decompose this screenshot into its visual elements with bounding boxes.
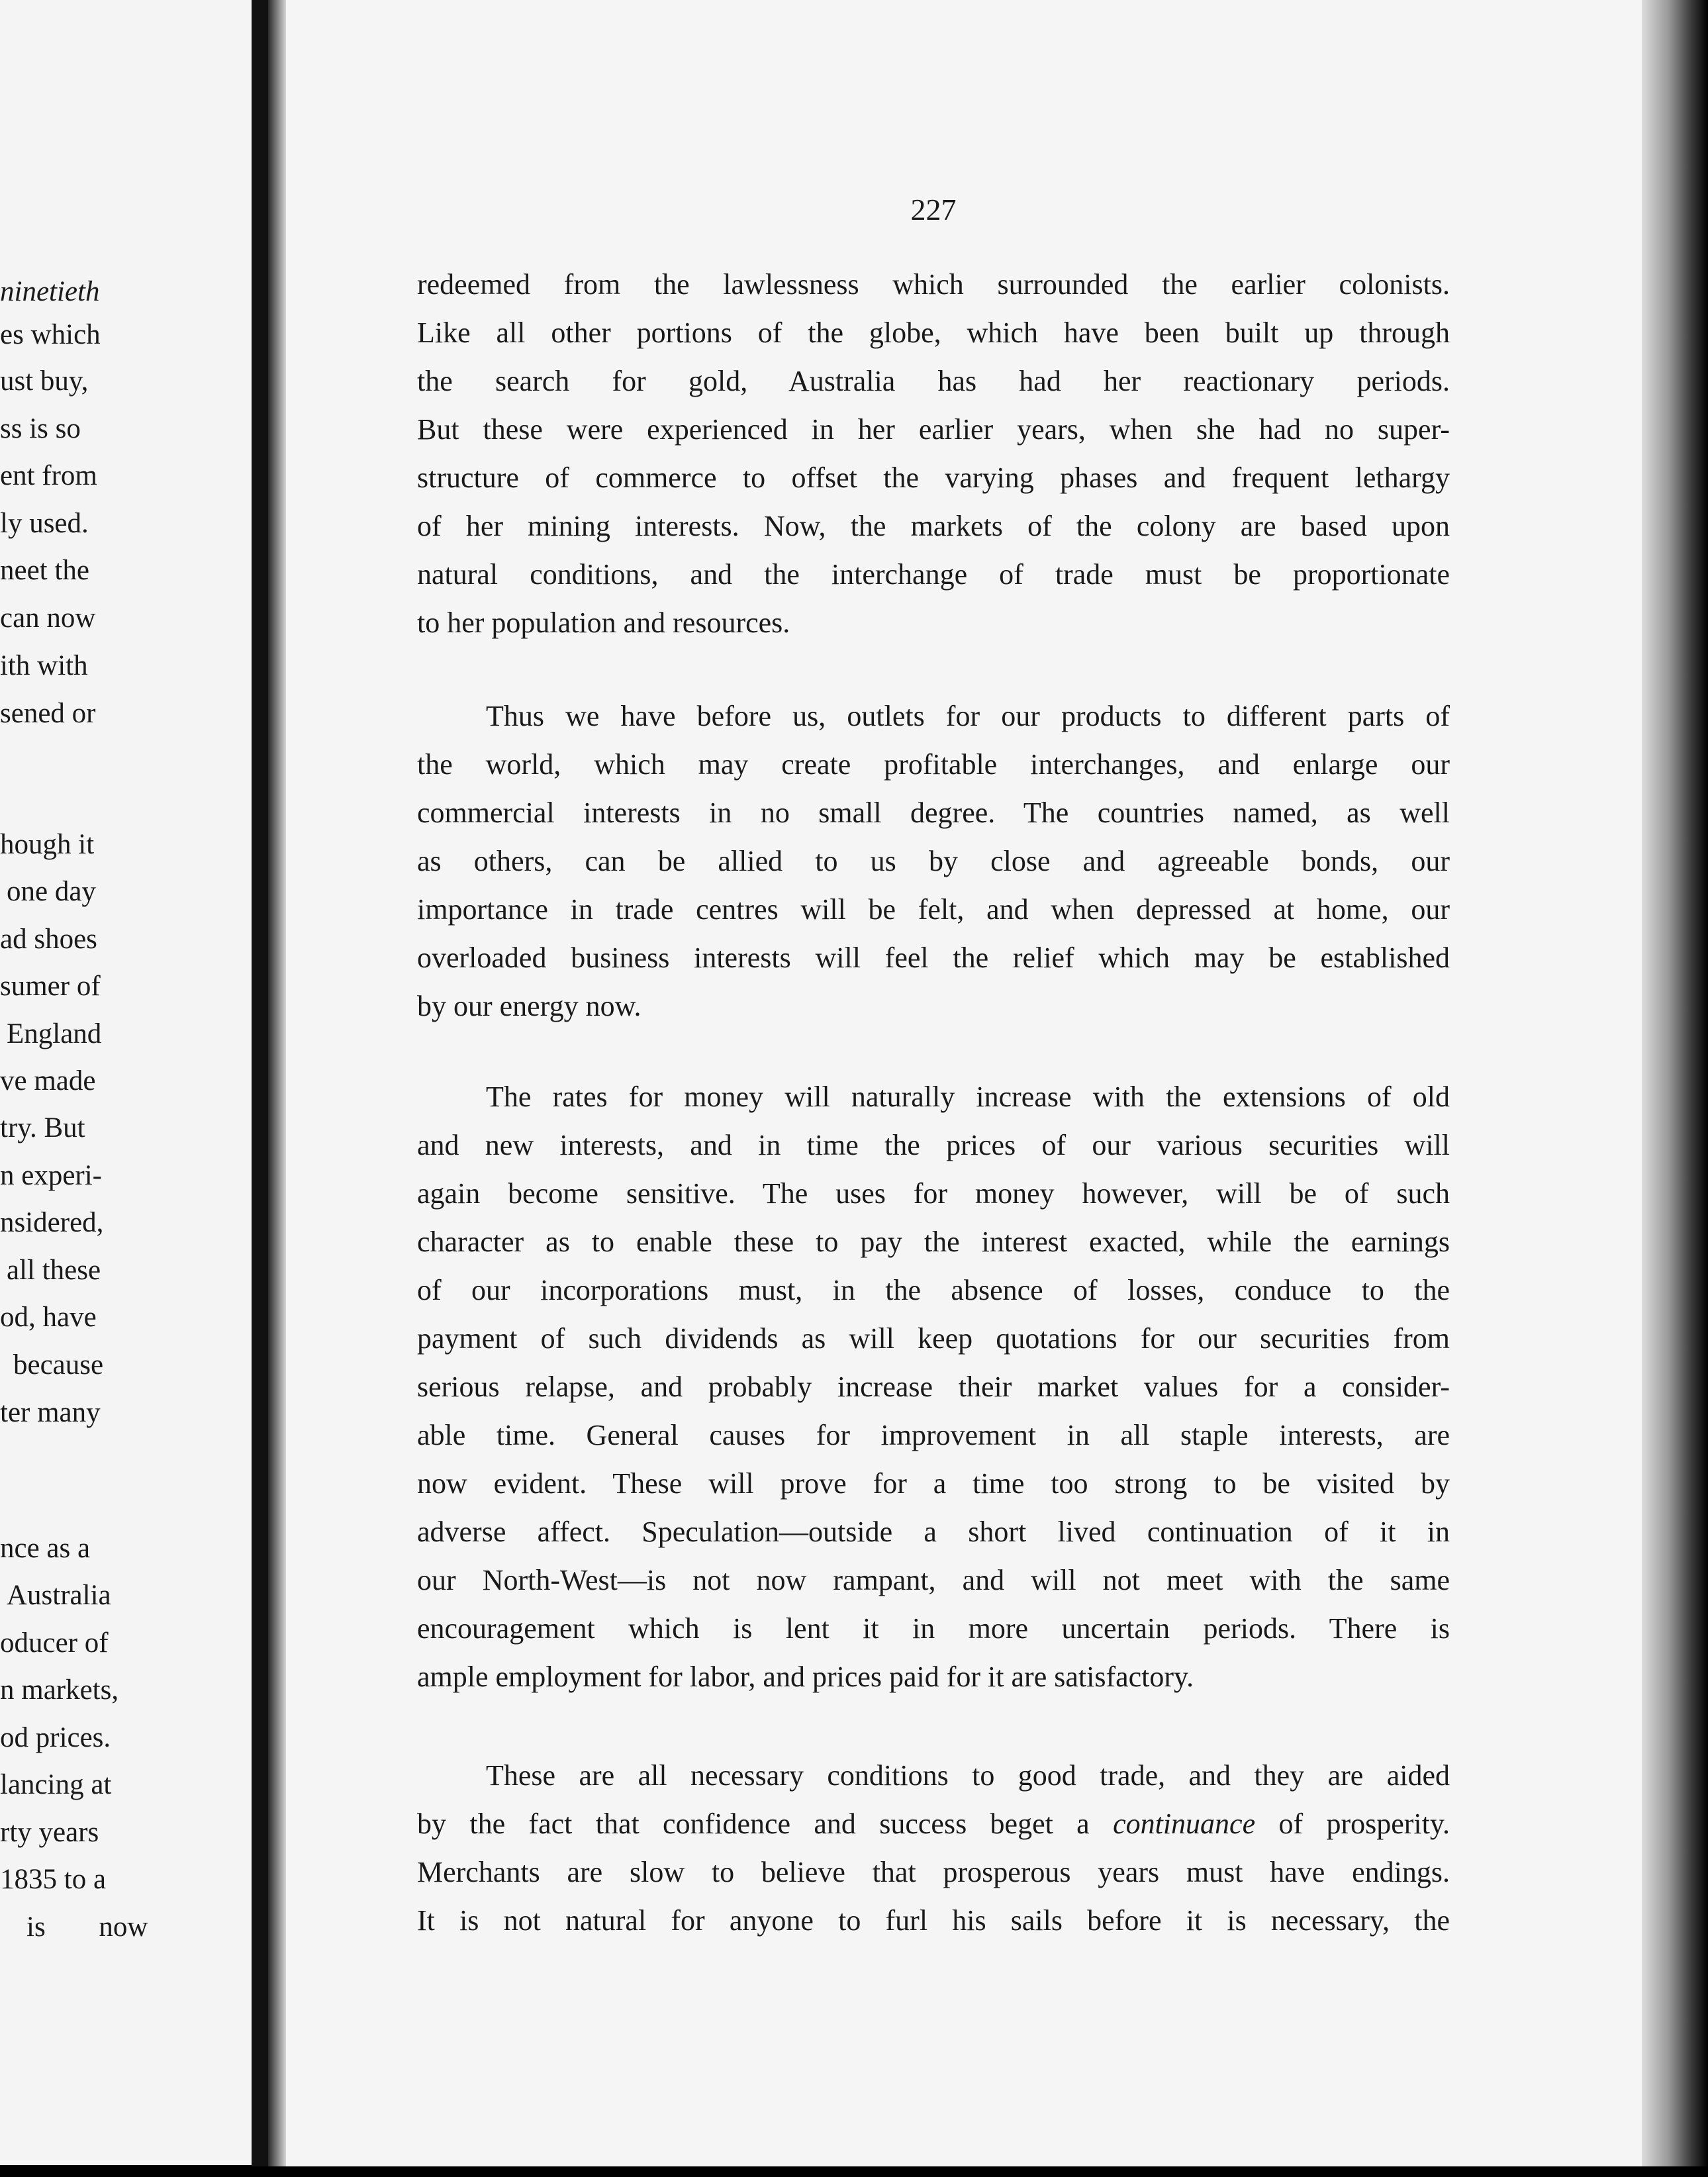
text-line: our North-West—is not now rampant, and will not meet with the same (417, 1564, 1450, 1596)
text-line: the search for gold, Australia has had her reactionary periods. (417, 365, 1450, 397)
text-line: These are all necessary conditions to good trade, and they are aided (486, 1759, 1450, 1792)
left-line: ad shoes (0, 924, 97, 955)
left-line: sened or (0, 698, 96, 729)
left-line: try. But (0, 1112, 85, 1143)
left-line: od, have (0, 1302, 97, 1333)
text-line: importance in trade centres will be felt, and when depressed at home, our (417, 893, 1450, 926)
left-line: sumer of (0, 971, 101, 1002)
text-line: structure of commerce to offset the varying phases and frequent lethargy (417, 461, 1450, 494)
text-line: of our incorporations must, in the absence of losses, conduce to the (417, 1274, 1450, 1306)
left-line: ter many (0, 1397, 101, 1428)
left-line: lancing at (0, 1769, 112, 1800)
left-line: ust buy, (0, 365, 89, 397)
text-line: character as to enable these to pay the interest exacted, while the earnings (417, 1226, 1450, 1258)
scan-border (0, 2166, 1708, 2177)
text-line: serious relapse, and probably increase their market values for a consider- (417, 1371, 1450, 1403)
left-line: England (7, 1018, 102, 1049)
paragraph-1 (417, 260, 1450, 647)
text-line: natural conditions, and the interchange of trade must be proportionate (417, 558, 1450, 591)
left-line: od prices. (0, 1722, 111, 1753)
left-line: n markets, (0, 1674, 119, 1706)
left-line: nsidered, (0, 1207, 104, 1238)
text-line: ample employment for labor, and prices paid for it are satisfactory. (417, 1661, 1194, 1693)
text-line: Merchants are slow to believe that prosperous years must have endings. (417, 1856, 1450, 1888)
text-line: Like all other portions of the globe, which have been built up through (417, 316, 1450, 349)
text-line: now evident. These will prove for a time too strong to be visited by (417, 1467, 1450, 1500)
text-line: the world, which may create profitable interchanges, and enlarge our (417, 748, 1450, 781)
page-edge (1642, 0, 1708, 2177)
text-segment: by the fact that confidence and success beget a (417, 1808, 1090, 1840)
left-line: one day (7, 876, 96, 907)
left-line: can now (0, 603, 96, 634)
text-line: able time. General causes for improvement in all staple interests, are (417, 1419, 1450, 1451)
left-page-fragment (0, 0, 257, 2165)
text-line: to her population and resources. (417, 606, 790, 639)
paragraph-4 (417, 1751, 1450, 1945)
left-line: Australia (7, 1580, 111, 1611)
gutter-shadow (268, 0, 288, 2177)
left-line: hough it (0, 829, 95, 860)
text-line: The rates for money will naturally increase with the extensions of old (486, 1081, 1450, 1113)
left-line: ith with (0, 650, 88, 681)
left-line: n experi- (0, 1160, 103, 1191)
left-line: nce as a (0, 1533, 91, 1564)
text-line (417, 1800, 1450, 1848)
left-line: ent from (0, 460, 97, 491)
left-line: 1835 to a (0, 1864, 107, 1895)
italic-word: continuance (1113, 1808, 1256, 1840)
paragraph-3 (417, 1073, 1450, 1701)
left-line: ly used. (0, 508, 89, 539)
left-line: ninetieth (0, 276, 100, 307)
text-line: Thus we have before us, outlets for our products to different parts of (486, 700, 1450, 732)
text-line: adverse affect. Speculation—outside a short lived continuation of it in (417, 1516, 1450, 1548)
text-line: commercial interests in no small degree. The countries named, as well (417, 797, 1450, 829)
text-line: as others, can be allied to us by close and agreeable bonds, our (417, 845, 1450, 877)
text-segment: of prosperity. (1255, 1808, 1450, 1840)
left-line: ve made (0, 1065, 96, 1096)
left-line: neet the (0, 555, 89, 586)
text-line: and new interests, and in time the prices of our various securities will (417, 1129, 1450, 1161)
left-line: es which (0, 319, 101, 350)
left-line: because (13, 1349, 104, 1380)
left-line: oducer of (0, 1627, 109, 1659)
text-line: redeemed from the lawlessness which surrounded the earlier colonists. (417, 268, 1450, 301)
text-line: But these were experienced in her earlier years, when she had no super- (417, 413, 1450, 446)
left-line: rty years (0, 1817, 99, 1848)
text-line: again become sensitive. The uses for money however, will be of such (417, 1177, 1450, 1210)
text-line: by our energy now. (417, 990, 641, 1022)
text-line: overloaded business interests will feel the relief which may be established (417, 942, 1450, 974)
paragraph-2 (417, 692, 1450, 1030)
text-line: encouragement which is lent it in more uncertain periods. There is (417, 1612, 1450, 1645)
text-line: It is not natural for anyone to furl his sails before it is necessary, the (417, 1904, 1450, 1937)
left-line: ss is so (0, 413, 81, 444)
left-line: is now (26, 1911, 148, 1943)
text-line: of her mining interests. Now, the markets of the colony are based upon (417, 510, 1450, 542)
text-line: payment of such dividends as will keep quotations for our securities from (417, 1322, 1450, 1355)
page-number: 227 (910, 193, 957, 226)
left-line: all these (7, 1255, 101, 1286)
